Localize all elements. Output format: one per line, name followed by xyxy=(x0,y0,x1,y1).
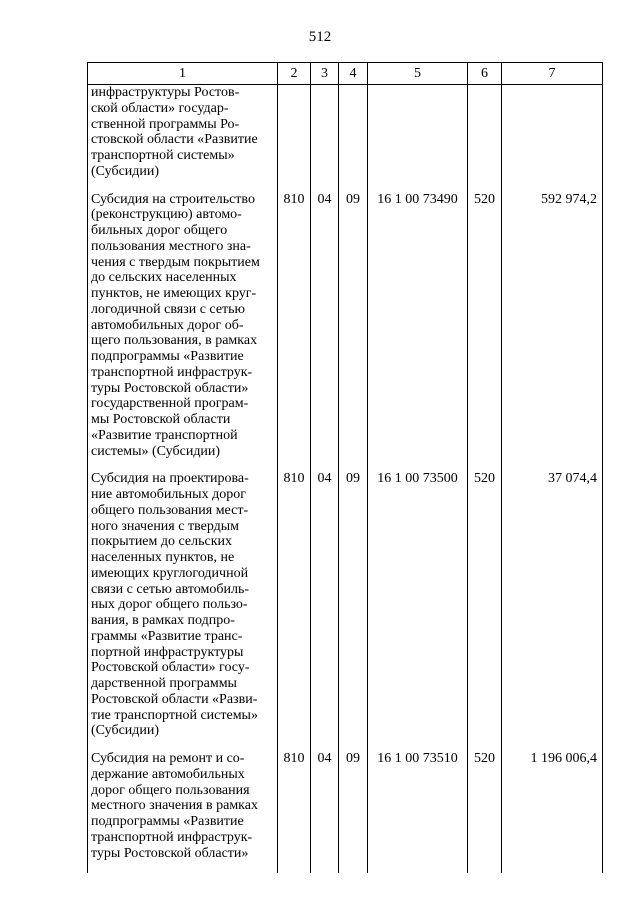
name-line: ние автомобильных дорог xyxy=(91,487,246,502)
name-line: чения с твердым покрытием xyxy=(91,254,260,270)
header-row xyxy=(88,63,603,85)
cell-expense-type: 520 xyxy=(468,471,502,751)
name-line: дарственной программы xyxy=(91,676,237,691)
header-col-6: 6 xyxy=(468,63,502,85)
name-line: (Субсидии) xyxy=(91,723,160,739)
name-line: ской области» государ- xyxy=(91,100,229,116)
table-body xyxy=(88,85,603,874)
cell-expense-type: 520 xyxy=(468,751,502,873)
cell-subsection: 04 xyxy=(311,192,339,472)
cell-name xyxy=(88,192,278,472)
name-line: Субсидия на проектирова- xyxy=(91,471,249,487)
cell-subsection: 04 xyxy=(311,471,339,751)
name-line: транспортной инфраструк- xyxy=(91,364,253,380)
name-line: «Развитие транспортной xyxy=(91,427,238,443)
cell-section: 810 xyxy=(278,471,311,751)
name-line: стовской области «Развитие xyxy=(91,132,258,148)
name-line: Ростовской области «Разви- xyxy=(91,691,258,707)
cell-target-article: 16 1 00 73500 xyxy=(368,471,468,751)
cell-expense-type xyxy=(468,85,502,192)
name-line: подпрограммы «Развитие xyxy=(91,814,244,829)
name-line: связи с сетью автомобиль- xyxy=(91,581,250,597)
name-line: покрытием до сельских xyxy=(91,534,232,550)
name-line: транспортной инфраструк- xyxy=(91,829,253,845)
name-line: пользования местного зна- xyxy=(91,238,251,254)
cell-subsection-2: 09 xyxy=(339,751,368,873)
name-line: (реконструкцию) автомо- xyxy=(91,207,242,223)
header-col-7: 7 xyxy=(502,63,603,85)
cell-target-article: 16 1 00 73510 xyxy=(368,751,468,873)
name-line: имеющих круглогодичной xyxy=(91,565,249,581)
name-line: Ростовской области» госу- xyxy=(91,660,250,676)
header-col-2: 2 xyxy=(278,63,311,85)
name-line: вания, в рамках подпро- xyxy=(91,613,235,628)
cell-subsection-2 xyxy=(339,85,368,192)
name-line: пунктов, не имеющих круг- xyxy=(91,286,257,301)
name-line: автомобильных дорог об- xyxy=(91,317,244,333)
name-line: Субсидия на строительство xyxy=(91,191,255,207)
cell-target-article xyxy=(368,85,468,192)
name-line: населенных пунктов, не xyxy=(91,550,235,565)
name-line: системы» (Субсидии) xyxy=(91,443,221,459)
table-row xyxy=(88,751,603,873)
name-line: Субсидия на ремонт и со- xyxy=(91,751,245,766)
name-line: ственной программы Ро- xyxy=(91,116,240,132)
page-number: 512 xyxy=(308,29,332,45)
name-line: туры Ростовской области» xyxy=(91,380,249,396)
name-line: общего пользования мест- xyxy=(91,502,249,518)
name-line: до сельских населенных xyxy=(91,270,237,286)
name-line: транспортной системы» xyxy=(91,148,235,163)
cell-section xyxy=(278,85,311,192)
cell-expense-type: 520 xyxy=(468,192,502,472)
table-row xyxy=(88,192,603,472)
name-line: дорог общего пользования xyxy=(91,782,250,798)
cell-amount: 1 196 006,4 xyxy=(502,751,603,873)
table-row xyxy=(88,471,603,751)
name-line: держание автомобильных xyxy=(91,766,245,782)
name-line: мы Ростовской области xyxy=(91,412,231,427)
budget-table xyxy=(87,62,603,873)
cell-subsection xyxy=(311,85,339,192)
name-line: подпрограммы «Развитие xyxy=(91,349,244,364)
name-line: ного значения с твердым xyxy=(91,518,240,534)
name-line: бильных дорог общего xyxy=(91,223,228,238)
cell-amount xyxy=(502,85,603,192)
header-col-4: 4 xyxy=(339,63,368,85)
name-line: туры Ростовской области» xyxy=(91,845,249,861)
name-line: логодичной связи с сетью xyxy=(91,301,245,317)
name-line: инфраструктуры Ростов- xyxy=(91,85,240,100)
cell-section: 810 xyxy=(278,192,311,472)
header-col-3: 3 xyxy=(311,63,339,85)
name-line: местного значения в рамках xyxy=(91,798,258,814)
cell-amount: 592 974,2 xyxy=(502,192,603,472)
header-col-1: 1 xyxy=(88,63,278,85)
name-line: государственной програм- xyxy=(91,396,249,412)
name-line: ных дорог общего пользо- xyxy=(91,597,248,613)
cell-name xyxy=(88,751,278,873)
cell-subsection: 04 xyxy=(311,751,339,873)
name-line: (Субсидии) xyxy=(91,163,160,179)
cell-subsection-2: 09 xyxy=(339,192,368,472)
cell-name xyxy=(88,85,278,192)
name-line: граммы «Развитие транс- xyxy=(91,628,243,644)
table-row xyxy=(88,85,603,192)
name-line: тие транспортной системы» xyxy=(91,707,258,723)
cell-amount: 37 074,4 xyxy=(502,471,603,751)
cell-subsection-2: 09 xyxy=(339,471,368,751)
cell-name xyxy=(88,471,278,751)
name-line: щего пользования, в рамках xyxy=(91,333,258,349)
cell-section: 810 xyxy=(278,751,311,873)
header-col-5: 5 xyxy=(368,63,468,85)
name-line: портной инфраструктуры xyxy=(91,644,244,660)
cell-target-article: 16 1 00 73490 xyxy=(368,192,468,472)
